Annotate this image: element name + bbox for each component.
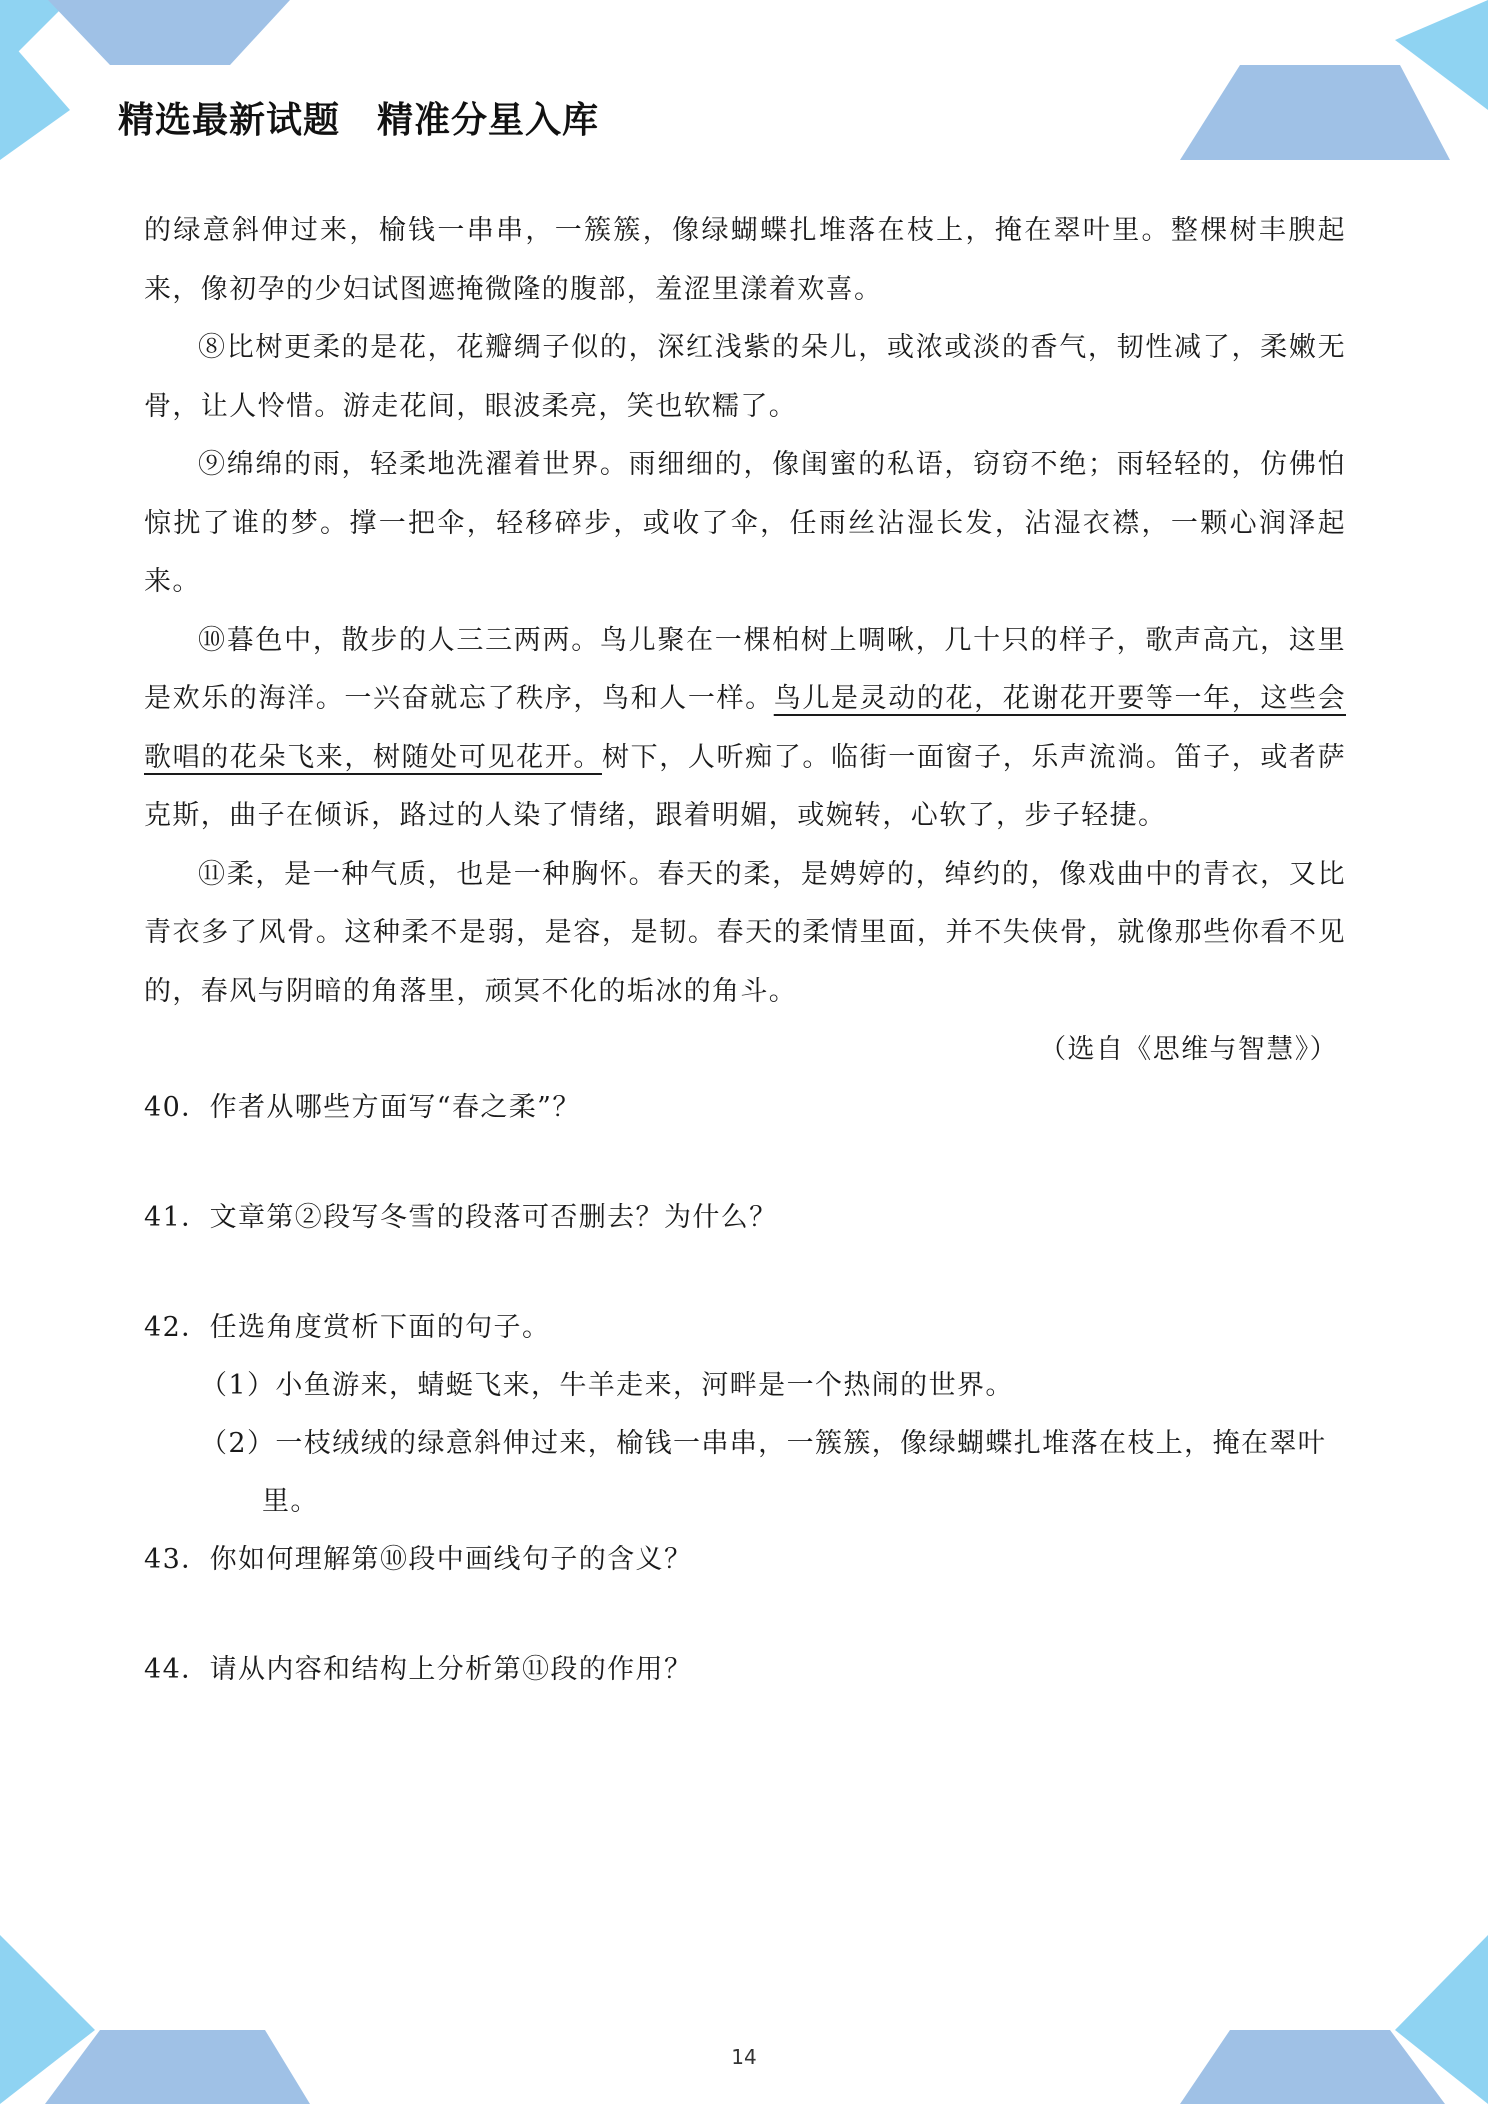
question-number: 44．	[144, 1654, 210, 1685]
passage-paragraph-9: ⑨绵绵的雨，轻柔地洗濯着世界。雨细细的，像闺蜜的私语，窃窃不绝；雨轻轻的，仿佛怕惊扰了谁的梦。撑一把伞，轻移碎步，或收了伞，任雨丝沾湿长发，沾湿衣襟，一颗心润泽起来。	[144, 449, 1346, 597]
answer-space	[144, 1247, 1346, 1299]
paragraph-10-text-before: ⑩暮色中，散步的人三三两两。鸟儿聚在一棵柏树上啁啾，几十只的样子，歌声高亢，这里是欢乐的海洋。一兴奋就忘了秩序，鸟和人一样。	[144, 624, 1346, 714]
paragraph-10-text-after: 树下，人听痴了。临街一面窗子，乐声流淌。笛子，或者萨克斯，曲子在倾诉，路过的人染了情绪，跟着明媚，或婉转，心软了，步子轻捷。	[144, 741, 1346, 831]
underlined-sentence: 鸟儿是灵动的花，花谢花开要等一年，这些会歌唱的花朵飞来，树随处可见花开。	[144, 683, 1346, 773]
question-43	[144, 1531, 1346, 1589]
header-title: 精选最新试题 精准分星入库	[118, 100, 600, 141]
question-number: 42．	[144, 1312, 210, 1343]
question-42-sub-2: （2）一枝绒绒的绿意斜伸过来，榆钱一串串，一簇簇，像绿蝴蝶扎堆落在枝上，掩在翠叶里。	[200, 1428, 1327, 1517]
question-40	[144, 1079, 1346, 1137]
deco-top-left-side	[0, 30, 70, 160]
question-text: 任选角度赏析下面的句子。	[209, 1312, 551, 1343]
passage-source: （选自《思维与智慧》）	[1039, 1034, 1338, 1065]
page-number: 14	[731, 2045, 757, 2069]
passage-paragraph-10	[144, 612, 1346, 846]
question-text: 作者从哪些方面写“春之柔”？	[209, 1092, 581, 1123]
answer-space	[144, 1589, 1346, 1641]
passage-paragraph-11: ⑪柔，是一种气质，也是一种胸怀。春天的柔，是娉婷的，绰约的，像戏曲中的青衣，又比青衣多了风骨。这种柔不是弱，是容，是韧。春天的柔情里面，并不失侠骨，就像那些你看不见的，春风与阴暗的角落里，顽冥不化的垢冰的角斗。	[144, 858, 1346, 1007]
question-text: 你如何理解第⑩段中画线句子的含义？	[209, 1544, 693, 1575]
question-41	[144, 1189, 1346, 1247]
question-42	[144, 1299, 1346, 1357]
deco-top-right-trapezoid	[1180, 65, 1450, 160]
deco-top-left-trapezoid	[48, 0, 290, 65]
question-number: 43．	[144, 1544, 210, 1575]
question-number: 41．	[144, 1202, 210, 1233]
passage-paragraph-continued: 的绿意斜伸过来，榆钱一串串，一簇簇，像绿蝴蝶扎堆落在枝上，掩在翠叶里。整棵树丰腴起来，像初孕的少妇试图遮掩微隆的腹部，羞涩里漾着欢喜。	[144, 215, 1346, 305]
question-42-sub-1: （1）小鱼游来，蜻蜓飞来，牛羊走来，河畔是一个热闹的世界。	[200, 1370, 1014, 1401]
answer-space	[144, 1137, 1346, 1189]
question-text: 请从内容和结构上分析第⑪段的作用？	[209, 1654, 693, 1685]
passage-paragraph-8: ⑧比树更柔的是花，花瓣绸子似的，深红浅紫的朵儿，或浓或淡的香气，韧性减了，柔嫩无骨，让人怜惜。游走花间，眼波柔亮，笑也软糯了。	[144, 332, 1346, 422]
question-number: 40．	[144, 1092, 210, 1123]
question-text: 文章第②段写冬雪的段落可否删去？为什么？	[209, 1202, 778, 1233]
question-44	[144, 1641, 1346, 1699]
document-body	[144, 202, 1346, 1699]
